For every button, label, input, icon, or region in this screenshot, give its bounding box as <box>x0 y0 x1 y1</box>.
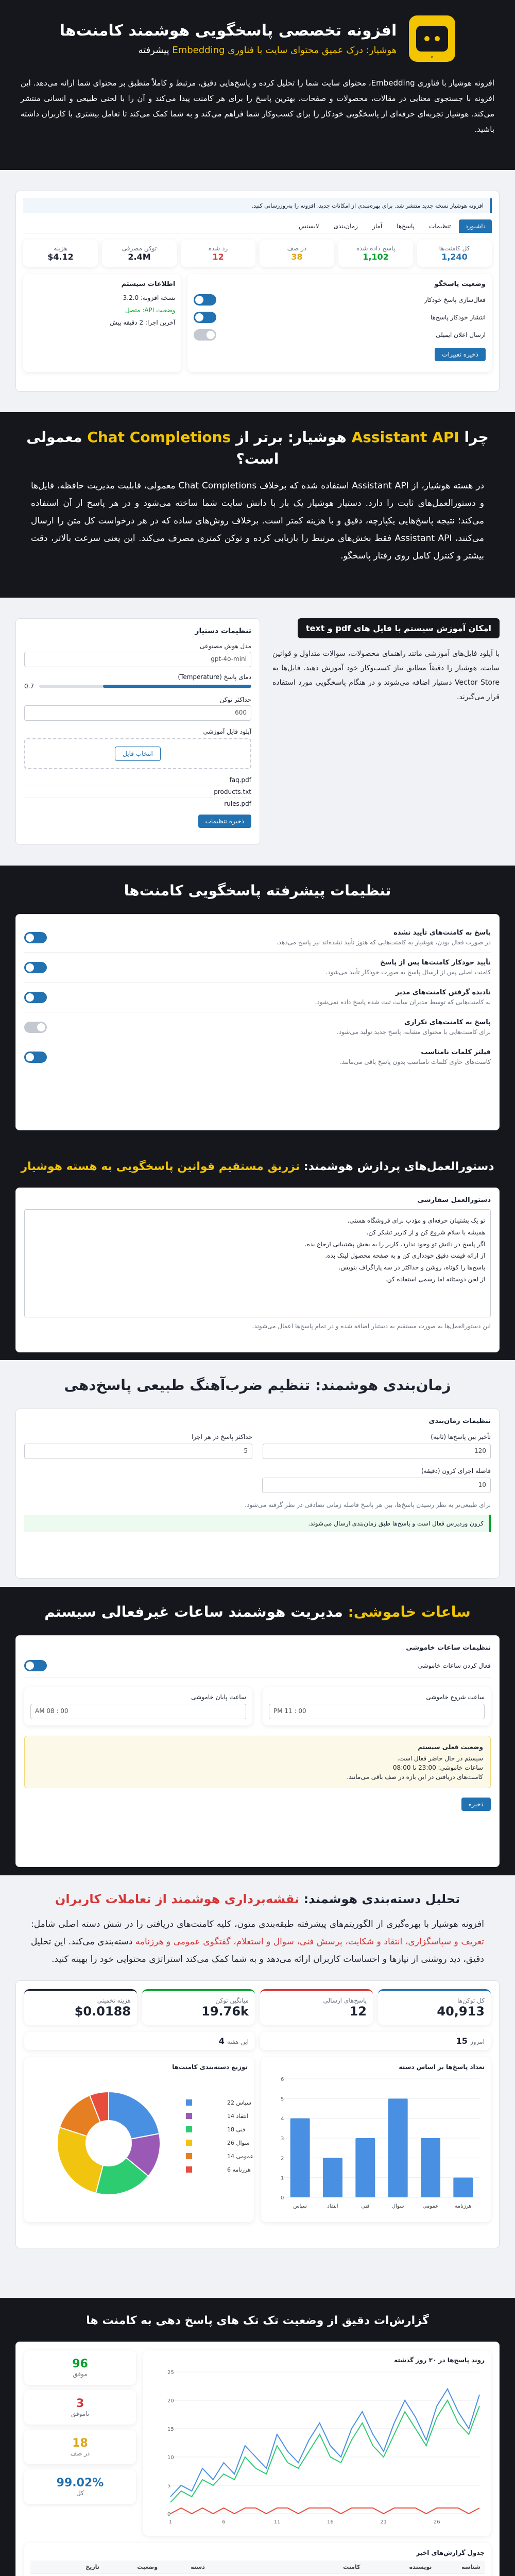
column-header[interactable]: دسته <box>162 2561 209 2574</box>
panel-item-label: فعال‌سازی پاسخ خودکار <box>424 296 486 303</box>
kpi-value: 19.76k <box>201 2004 249 2019</box>
stat-card <box>417 240 492 267</box>
instructions-title <box>0 1144 515 1182</box>
hero-intro: افزونه هوشیار با فناوری Embedding، محتوای سایت شما را تحلیل کرده و پاسخ‌هایی دقیق، مرتبط و کاملاً منطبق بر محتوای شما ارائه می‌دهد. این افزونه با جستجوی معنایی در مقالات، محصولات و صفحات، بهترین پاسخ را برای هر کامنت پیدا می‌کند و آن را با لحنی طبیعی و انسانی منتشر می‌کند. هوشیار تجربه‌ای حرفه‌ای از پاسخگویی خودکار را برای کسب‌وکار شما فراهم می‌کند و به شما کمک می‌کند تا تعامل بیشتری با کاربران داشته باشید. <box>21 78 494 134</box>
sub-stat-value: 15 <box>456 2036 468 2046</box>
column-header[interactable]: وضعیت <box>104 2561 162 2574</box>
dashboard-screenshot <box>15 191 500 392</box>
panel-item-label: انتشار خودکار پاسخ‌ها <box>431 314 486 321</box>
y-tick-label: 5 <box>281 2096 284 2103</box>
legend-label: عمومی 14 <box>227 2153 254 2160</box>
setting-desc: در صورت فعال بودن، هوشیار به کامنت‌هایی که هنوز تأیید نشده‌اند نیز پاسخ می‌دهد. <box>276 939 491 946</box>
temperature-value: 0.7 <box>24 683 35 690</box>
setting-title: تأیید خودکار کامنت‌ها پس از پاسخ <box>380 959 491 967</box>
table-cell <box>209 2574 365 2576</box>
api-title-hl: Assistant API <box>351 429 459 446</box>
table-cell <box>436 2574 485 2576</box>
schedule-note: برای طبیعی‌تر به نظر رسیدن پاسخ‌ها، بین هر پاسخ فاصله زمانی تصادفی در نظر گرفته می‌شود. <box>245 1501 491 1509</box>
kpi-tile <box>24 2430 136 2464</box>
stat-value: 1,240 <box>441 252 468 262</box>
auto-reply-toggle[interactable] <box>194 294 216 306</box>
file-item: products.txt <box>24 786 251 798</box>
end-time-input[interactable]: AM 08 : 00 <box>30 1704 246 1719</box>
cron-status-notice: کرون وردپرس فعال است و پاسخ‌ها طبق زمان‌بندی ارسال می‌شوند. <box>24 1515 491 1532</box>
column-header[interactable]: کامنت <box>209 2561 365 2574</box>
legend-swatch <box>186 2099 192 2106</box>
status-panel <box>187 274 492 372</box>
setting-desc: کامنت اصلی پس از ارسال پاسخ به صورت خودکار تأیید می‌شود. <box>325 969 491 976</box>
bar <box>290 2119 310 2197</box>
field-label: دمای پاسخ (Temperature) <box>178 673 251 681</box>
kpi-label: پاسخ‌های ارسالی <box>323 1997 367 2004</box>
stat-value: 1,102 <box>363 252 389 262</box>
advanced-title: تنظیمات پیشرفته پاسخگویی کامنت‌ها <box>124 882 391 899</box>
y-tick-label: 1 <box>281 2175 284 2181</box>
api-title <box>0 412 515 477</box>
legend-label: هرزنامه 6 <box>227 2166 251 2173</box>
analytics-categories: تعریف و سپاسگزاری، انتقاد و شکایت، پرسش فنی، سوال و استعلام، گفتگوی عمومی و هرزنامه <box>135 1937 485 1947</box>
analytics-title <box>0 1875 515 1916</box>
kpi-value: $0.0188 <box>74 2004 131 2019</box>
stat-label: هزینه <box>54 245 67 252</box>
logo <box>409 15 455 62</box>
tab-schedule[interactable]: زمان‌بندی <box>333 223 358 230</box>
hero-subtitle-rest: پیشرفته <box>138 45 169 56</box>
kpi-label: در صف <box>70 2450 90 2457</box>
status-line: سیستم در حال حاضر فعال است. <box>397 1755 483 1762</box>
instructions-title-pre: دستورالعمل‌های پردازش هوشمند: <box>303 1160 494 1173</box>
api-title-pre: چرا <box>464 429 489 446</box>
bar <box>421 2138 440 2197</box>
advanced-section <box>0 866 515 1144</box>
legend-swatch <box>186 2113 192 2119</box>
table-row[interactable] <box>30 2574 485 2576</box>
stat-label: توکن مصرفی <box>122 245 157 252</box>
setting-toggle[interactable] <box>24 962 47 973</box>
x-tick-label: عمومی <box>422 2204 439 2209</box>
card-title: تنظیمات ساعات خاموشی <box>406 1644 491 1652</box>
x-tick-label: 6 <box>222 2519 226 2525</box>
sub-stat-label: این هفته <box>227 2038 249 2045</box>
kpi-card <box>24 1989 137 2025</box>
kpi-label: موفق <box>73 2370 88 2378</box>
setting-toggle[interactable] <box>24 932 47 943</box>
auto-publish-toggle[interactable] <box>194 312 216 323</box>
x-tick-label: هرزنامه <box>455 2204 472 2209</box>
dashboard-preview-section <box>0 170 515 412</box>
legend-label: سپاس 22 <box>227 2099 251 2106</box>
kpi-column <box>24 2350 136 2504</box>
system-info-panel <box>23 274 181 372</box>
line-chart-card <box>143 2350 491 2536</box>
reports-title: گزارش‌ات دقیق از وضعیت تک تک های پاسخ دهی به کامنت ها <box>86 2314 429 2327</box>
setting-title: پاسخ به کامنت‌های تکراری <box>404 1019 491 1026</box>
panel-title: اطلاعات سیستم <box>121 280 176 288</box>
update-notice: افزونه هوشیار نسخه جدید منتشر شد. برای بهره‌مندی از امکانات جدید، افزونه را به‌روزرسانی کنید. <box>23 198 492 213</box>
setting-toggle[interactable] <box>24 992 47 1003</box>
stat-card <box>102 240 177 267</box>
table-cell <box>104 2574 162 2576</box>
column-header[interactable]: تاریخ <box>30 2561 104 2574</box>
x-tick-label: سوال <box>391 2204 404 2209</box>
training-title: امکان آموزش سیستم با فایل های pdf و text <box>298 618 500 638</box>
hero-subtitle-highlight: هوشیار: درک عمیق محتوای سایت با فناوری Embedding <box>172 45 397 56</box>
line-chart <box>155 2367 485 2527</box>
max-tokens-input[interactable]: 600 <box>24 705 251 721</box>
info-item: وضعیت API: متصل <box>125 307 176 314</box>
field-label: ساعت پایان خاموشی <box>191 1693 246 1701</box>
sub-stat-value: 4 <box>218 2036 225 2046</box>
y-tick-label: 3 <box>281 2136 284 2142</box>
choose-file-button[interactable]: انتخاب فایل <box>115 747 161 761</box>
kpi-value: 99.02% <box>56 2477 104 2489</box>
api-title-post: معمولی است؟ <box>26 429 279 467</box>
analytics-section <box>0 1875 515 2298</box>
stat-card <box>181 240 255 267</box>
cron-interval-input[interactable]: 10 <box>262 1478 491 1493</box>
y-tick-label: 15 <box>167 2427 174 2432</box>
silent-hours-section <box>0 1587 515 1875</box>
setting-toggle[interactable] <box>24 1052 47 1063</box>
tab-license[interactable]: لایسنس <box>298 223 319 230</box>
tab-stats[interactable]: آمار <box>372 223 383 230</box>
instructions-hint: این دستورالعمل‌ها به صورت مستقیم به دستیار اضافه شده و در تمام پاسخ‌ها اعمال می‌شوند. <box>252 1323 491 1330</box>
schedule-section <box>0 1360 515 1587</box>
instruction-line: همیشه با سلام شروع کن و از کاربر تشکر کن. <box>366 1228 485 1236</box>
bar <box>323 2158 342 2197</box>
x-tick-label: 11 <box>273 2519 281 2525</box>
kpi-label: کل توکن‌ها <box>457 1997 485 2004</box>
bar-chart-card <box>261 2057 491 2222</box>
stat-card <box>23 240 98 267</box>
field-label: مدل هوش مصنوعی <box>199 642 251 650</box>
kpi-value: 3 <box>76 2397 84 2410</box>
stat-label: در صف <box>287 245 307 252</box>
instruction-line: اگر پاسخ در دانش تو وجود ندارد، کاربر را به بخش پشتیبانی ارجاع بده. <box>304 1240 485 1248</box>
kpi-value: 40,913 <box>437 2004 485 2019</box>
training-section <box>0 598 515 866</box>
setting-toggle[interactable] <box>24 1022 47 1033</box>
box-title: دستورالعمل سفارشی <box>417 1196 491 1204</box>
legend-label: انتقاد 14 <box>227 2113 248 2120</box>
info-item: نسخه افزونه: 3.2.0 <box>123 294 176 301</box>
x-tick-label: 26 <box>433 2519 440 2525</box>
silent-title-rest: مدیریت هوشمند ساعات غیرفعالی سیستم <box>44 1603 343 1620</box>
series-line <box>170 2400 479 2502</box>
analytics-screenshot <box>15 1980 500 2248</box>
temperature-slider[interactable] <box>39 685 251 688</box>
kpi-label: هزینه تخمینی <box>97 1997 131 2004</box>
tab-replies[interactable]: پاسخ‌ها <box>397 223 415 230</box>
reports-table <box>30 2561 485 2576</box>
sub-stat-label: امروز <box>470 2038 485 2045</box>
legend-swatch <box>186 2126 192 2132</box>
x-tick-label: 1 <box>168 2519 173 2525</box>
column-header[interactable]: شناسه <box>436 2561 485 2574</box>
kpi-tile <box>24 2390 136 2425</box>
bar <box>355 2138 375 2197</box>
kpi-label: میانگین توکن <box>215 1997 249 2004</box>
setting-title: فیلتر کلمات نامناسب <box>421 1048 491 1056</box>
stat-card <box>338 240 413 267</box>
analytics-body-post: دسته‌بندی می‌کند. این تحلیل دقیق، دید روشنی از نیازها و احساسات کاربران ارائه می‌دهد و به شما کمک می‌کند استراتژی محتوایی خود را بهینه کنید. <box>31 1937 484 1964</box>
api-body: در هسته هوشیار، از Assistant API استفاده شده که برخلاف Chat Completions معمولی، قابلیت مدیریت حافظه، فایل‌ها و دستورالعمل‌های ثابت را دارد. دستیار هوشیار یک بار با دانش سایت شما ساخته می‌شود و در هر پاسخ از آن استفاده می‌کند؛ نتیجه پاسخ‌هایی یکپارچه، دقیق و با هزینه کمتر است. برخلاف روش‌های ساده که در هر درخواست کل متن را ارسال می‌کنند، Assistant API فقط بخش‌های مرتبط را بازیابی کرده و توکن کمتری مصرف می‌کند. این یعنی سرعت بالاتر، دقت بیشتر و کنترل کامل روی رفتار پاسخگو. <box>31 481 485 561</box>
schedule-title-rest: تنظیم ضرب‌آهنگ طبیعی پاسخ‌دهی <box>64 1377 311 1394</box>
sub-stat <box>24 2032 255 2050</box>
hero-title: افزونه تخصصی پاسخگویی هوشمند کامنت‌ها <box>59 22 397 40</box>
pie-chart <box>31 2074 254 2213</box>
table-cell <box>30 2574 104 2576</box>
kpi-card <box>378 1989 491 2025</box>
legend-swatch <box>186 2153 192 2159</box>
schedule-screenshot <box>15 1409 500 1579</box>
pie-chart-card <box>24 2057 254 2222</box>
setting-title: نادیده گرفتن کامنت‌های مدیر <box>395 989 491 996</box>
table-cell <box>162 2574 209 2576</box>
series-line <box>170 2508 479 2514</box>
stat-label: کل کامنت‌ها <box>439 245 470 252</box>
schedule-title <box>0 1360 515 1403</box>
system-status-box <box>24 1736 491 1788</box>
y-tick-label: 0 <box>167 2512 171 2517</box>
reports-section <box>0 2298 515 2576</box>
table-title: جدول گزارش‌های اخیر <box>416 2549 485 2556</box>
y-tick-label: 10 <box>167 2455 174 2461</box>
sub-stat <box>260 2032 491 2050</box>
silent-hours-screenshot <box>15 1635 500 1867</box>
kpi-tile <box>24 2469 136 2504</box>
max-replies-input[interactable]: 5 <box>24 1444 252 1459</box>
analytics-body-pre: افزونه هوشیار با بهره‌گیری از الگوریتم‌های پیشرفته طبقه‌بندی متون، کلیه کامنت‌های دریافتی را در شش دسته اصلی شامل: <box>31 1919 484 1929</box>
form-title: تنظیمات دستیار <box>195 627 251 635</box>
kpi-card <box>260 1989 373 2025</box>
tab-settings[interactable]: تنظیمات <box>428 223 451 230</box>
silent-hours-toggle[interactable] <box>24 1660 47 1671</box>
chart-title: توزیع دسته‌بندی کامنت‌ها <box>172 2063 248 2071</box>
kpi-label: ناموفق <box>71 2410 90 2417</box>
email-notify-toggle[interactable] <box>194 329 216 341</box>
advanced-settings-screenshot <box>15 914 500 1130</box>
instructions-textarea[interactable] <box>24 1209 491 1317</box>
delay-input[interactable]: 120 <box>263 1444 491 1459</box>
silent-title <box>0 1587 515 1630</box>
analytics-title-rest: نقشه‌برداری هوشمند از تعاملات کاربران <box>55 1892 300 1906</box>
status-line: کامنت‌های دریافتی در این بازه در صف باقی می‌مانند. <box>347 1773 483 1781</box>
model-select[interactable]: gpt-4o-mini <box>24 652 251 667</box>
training-body: با آپلود فایل‌های آموزشی مانند راهنمای محصولات، سوالات متداول و قوانین سایت، هوشیار را دقیقاً مطابق نیاز کسب‌وکار خود آموزش دهید. فایل‌ها به Vector Store دستیار اضافه می‌شوند و در هنگام پاسخگویی مورد استفاده قرار می‌گیرند. <box>272 650 500 701</box>
legend-label: فنی 18 <box>227 2126 246 2133</box>
table-cell <box>365 2574 436 2576</box>
chart-title: روند پاسخ‌ها در ۳۰ روز گذشته <box>394 2357 485 2364</box>
kpi-value: 96 <box>72 2358 88 2370</box>
field-label: تأخیر بین پاسخ‌ها (ثانیه) <box>431 1433 491 1440</box>
setting-desc: به کامنت‌هایی که توسط مدیران سایت ثبت شده پاسخ داده نمی‌شود. <box>315 998 491 1006</box>
bar <box>388 2098 408 2197</box>
x-tick-label: 21 <box>380 2519 387 2525</box>
stat-row <box>23 240 492 267</box>
toggle-label: فعال کردن ساعات خاموشی <box>418 1662 491 1669</box>
tab-bar <box>23 219 492 233</box>
instruction-line: از لحن دوستانه اما رسمی استفاده کن. <box>385 1275 485 1283</box>
x-tick-label: سپاس <box>293 2204 307 2209</box>
bar <box>453 2178 473 2197</box>
api-section <box>0 412 515 598</box>
start-time-input[interactable]: PM 11 : 00 <box>269 1704 485 1719</box>
reports-table-card <box>24 2543 491 2576</box>
stat-value: 12 <box>212 252 224 262</box>
instructions-section <box>0 1144 515 1360</box>
instructions-screenshot <box>15 1188 500 1352</box>
chart-title: تعداد پاسخ‌ها بر اساس دسته <box>399 2063 485 2071</box>
kpi-tile <box>24 2350 136 2385</box>
instructions-title-hl: تزریق مستقیم قوانین پاسخگویی به هسته هوشیار <box>21 1160 300 1173</box>
kpi-value: 12 <box>349 2004 367 2019</box>
instruction-line: پاسخ‌ها را کوتاه، روشن و حداکثر در سه پاراگراف بنویس. <box>338 1264 485 1272</box>
status-title: وضعیت فعلی سیستم <box>418 1743 483 1751</box>
x-tick-label: فنی <box>361 2204 370 2209</box>
api-title-hl2: Chat Completions <box>87 429 231 446</box>
stat-value: 38 <box>291 252 303 262</box>
instruction-line: از ارائه قیمت دقیق خودداری کن و به صفحه محصول لینک بده. <box>325 1252 485 1260</box>
y-tick-label: 5 <box>167 2483 171 2489</box>
field-label: فاصله اجرای کرون (دقیقه) <box>421 1467 491 1475</box>
schedule-title-hl: زمان‌بندی هوشمند: <box>315 1377 451 1394</box>
stat-value: 2.4M <box>128 252 151 262</box>
hero-section <box>0 0 515 170</box>
panel-item-label: ارسال اعلان ایمیلی <box>436 331 486 338</box>
y-tick-label: 0 <box>281 2195 284 2201</box>
stat-card <box>260 240 334 267</box>
stat-value: $4.12 <box>47 252 74 262</box>
legend-swatch <box>186 2140 192 2146</box>
info-item: آخرین اجرا: 2 دقیقه پیش <box>110 319 176 326</box>
kpi-card <box>142 1989 255 2025</box>
kpi-value: 18 <box>72 2437 88 2450</box>
upload-label: آپلود فایل آموزشی <box>203 728 251 735</box>
stat-label: رد شده <box>208 245 228 252</box>
assistant-settings-screenshot <box>15 618 260 845</box>
y-tick-label: 4 <box>281 2116 284 2122</box>
logo-letter: ه <box>431 54 434 60</box>
api-title-mid: هوشیار: برتر از <box>235 429 347 446</box>
analytics-body <box>0 1916 515 1980</box>
panel-title: وضعیت پاسخگو <box>434 280 486 288</box>
save-button[interactable]: ذخیره تغییرات <box>435 348 486 361</box>
bar-chart <box>268 2074 485 2213</box>
status-line: ساعات خاموشی: 23:00 تا 08:00 <box>392 1764 483 1771</box>
card-title: تنظیمات زمان‌بندی <box>428 1417 491 1425</box>
y-tick-label: 2 <box>281 2156 284 2162</box>
setting-title: پاسخ به کامنت‌های تأیید نشده <box>393 929 491 937</box>
y-tick-label: 20 <box>167 2398 174 2404</box>
x-tick-label: انتقاد <box>327 2204 338 2209</box>
field-label: ساعت شروع خاموشی <box>426 1693 485 1701</box>
instruction-line: تو یک پشتیبان حرفه‌ای و مؤدب برای فروشگاه هستی. <box>347 1217 485 1224</box>
field-label: حداکثر توکن <box>219 696 251 703</box>
silent-title-hl: ساعات خاموشی: <box>348 1603 471 1620</box>
file-item: faq.pdf <box>24 774 251 786</box>
save-button[interactable]: ذخیره <box>461 1798 491 1811</box>
save-settings-button[interactable]: ذخیره تنظیمات <box>198 815 251 828</box>
y-tick-label: 6 <box>281 2077 284 2082</box>
tab-dashboard[interactable]: داشبورد <box>459 219 492 233</box>
field-label: حداکثر پاسخ در هر اجرا <box>192 1433 252 1440</box>
y-tick-label: 25 <box>167 2370 174 2376</box>
column-header[interactable]: نویسنده <box>365 2561 436 2574</box>
donut-hole <box>85 2120 132 2166</box>
upload-dropzone[interactable] <box>24 738 251 769</box>
kpi-label: کل <box>76 2489 84 2497</box>
series-line <box>170 2389 479 2497</box>
x-tick-label: 16 <box>327 2519 334 2525</box>
stat-label: پاسخ داده شده <box>356 245 396 252</box>
legend-swatch <box>186 2166 192 2173</box>
reports-screenshot <box>15 2342 500 2576</box>
setting-desc: کامنت‌های حاوی کلمات نامناسب بدون پاسخ باقی می‌مانند. <box>339 1058 491 1065</box>
legend-label: سوال 26 <box>227 2140 250 2146</box>
file-item: rules.pdf <box>224 800 251 807</box>
setting-desc: برای کامنت‌هایی با محتوای مشابه، پاسخ جدید تولید می‌شود. <box>337 1028 491 1036</box>
analytics-title-hl: تحلیل دسته‌بندی هوشمند: <box>303 1892 460 1906</box>
